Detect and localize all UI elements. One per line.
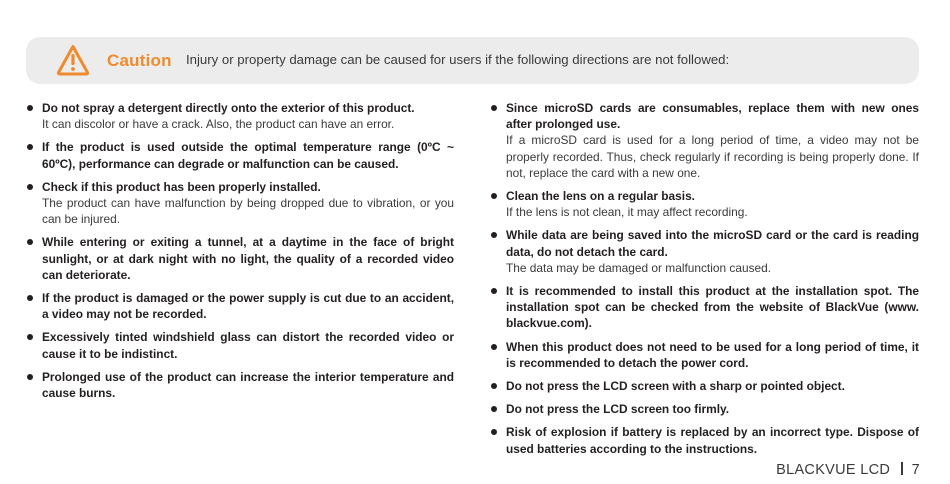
item-heading: Do not press the LCD screen with a sharp or pointed object. — [506, 379, 845, 394]
footer-page-number: 7 — [911, 462, 920, 478]
item-heading: Since microSD cards are consumables, replace them with new ones after prolonged use. — [506, 101, 919, 132]
list-item — [490, 227, 919, 276]
list-item — [490, 424, 919, 456]
item-description: If the lens is not clean, it may affect recording. — [506, 205, 748, 220]
warning-triangle-icon — [56, 44, 90, 76]
item-heading: While entering or exiting a tunnel, at a daytime in the face of bright sunlight, or at dark night with no light, the quality of a recorded video can deteriorate. — [42, 235, 454, 282]
list-item — [26, 290, 454, 322]
footer-product-name: BLACKVUE LCD — [776, 462, 891, 478]
item-description: The product can have malfunction by being dropped due to vibration, or you can be injured. — [42, 196, 454, 227]
list-item — [490, 401, 919, 417]
list-item — [490, 100, 919, 181]
list-item — [26, 234, 454, 283]
list-item — [490, 378, 919, 394]
left-caution-list — [26, 100, 454, 401]
list-item — [26, 179, 454, 228]
list-item — [490, 283, 919, 332]
list-item — [490, 188, 919, 220]
item-heading: Do not press the LCD screen too firmly. — [506, 402, 730, 417]
left-column — [26, 100, 454, 408]
footer-separator — [901, 462, 903, 475]
item-heading: Do not spray a detergent directly onto the exterior of this product. — [42, 101, 415, 115]
item-heading: Clean the lens on a regular basis. — [506, 189, 695, 204]
list-item — [26, 139, 454, 171]
caution-text: Injury or property damage can be caused for users if the following directions are not followed: — [186, 52, 730, 67]
item-heading: When this product does not need to be used for a long period of time, it is recommended to detach the power cord. — [506, 339, 919, 370]
list-item — [26, 100, 454, 132]
item-description: If a microSD card is used for a long period of time, a video may not be properly recorded. Thus, check regularly if recording is being properly done. If not, replace the card with a new one. — [506, 133, 919, 180]
right-caution-list — [490, 100, 919, 457]
page-footer — [776, 462, 920, 478]
list-item — [490, 339, 919, 371]
item-description: The data may be damaged or malfunction caused. — [506, 260, 772, 275]
item-heading: While data are being saved into the microSD card or the card is reading data, do not detach the card. — [506, 228, 919, 259]
item-heading: If the product is used outside the optimal temperature range (0ºC ~ 60ºC), performance can degrade or malfunction can be caused. — [42, 140, 454, 171]
item-heading: It is recommended to install this product at the installation spot. The installation spot can be checked from the website of BlackVue (www. blackvue.com). — [506, 284, 919, 331]
item-heading: Risk of explosion if battery is replaced by an incorrect type. Dispose of used batteries according to the instructions. — [506, 425, 919, 456]
item-heading: Check if this product has been properly installed. — [42, 179, 321, 194]
item-heading: Excessively tinted windshield glass can distort the recorded video or cause it to be indistinct. — [42, 330, 454, 361]
list-item — [26, 329, 454, 361]
caution-title: Caution — [107, 51, 172, 70]
item-heading: If the product is damaged or the power supply is cut due to an accident, a video may not be recorded. — [42, 291, 454, 322]
right-column — [490, 100, 919, 464]
list-item — [26, 369, 454, 401]
item-description: It can discolor or have a crack. Also, the product can have an error. — [42, 117, 395, 132]
item-heading: Prolonged use of the product can increase the interior temperature and cause burns. — [42, 369, 454, 401]
